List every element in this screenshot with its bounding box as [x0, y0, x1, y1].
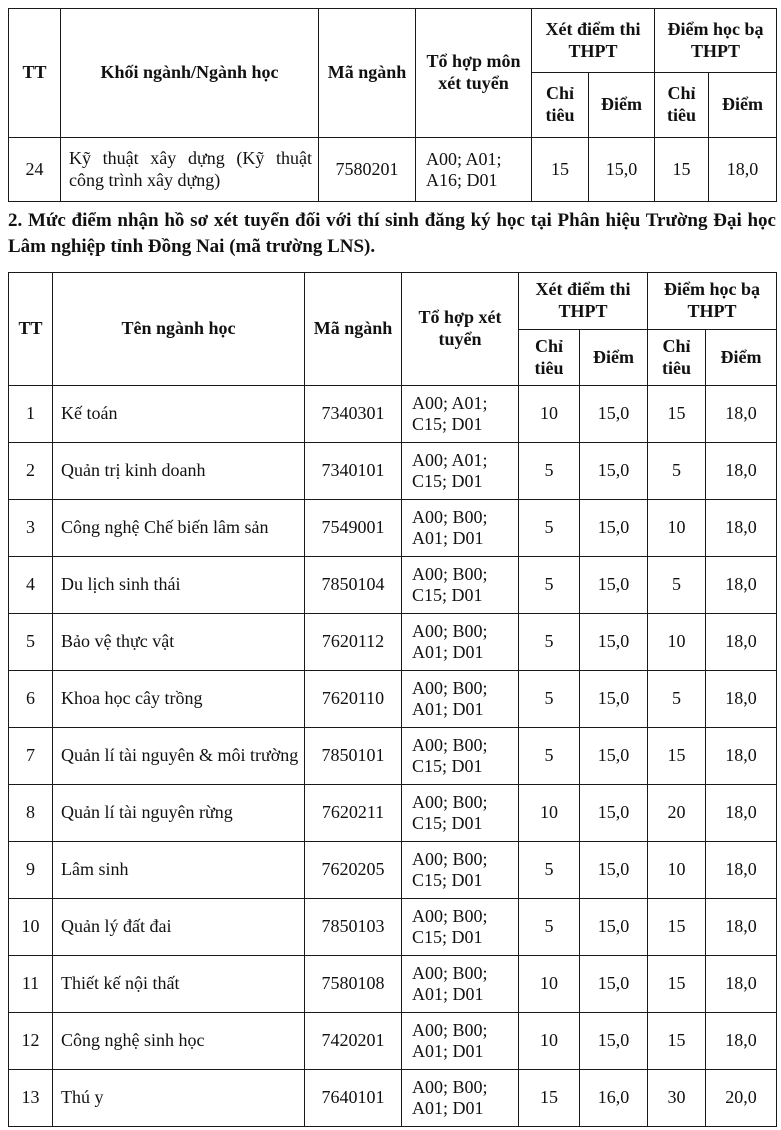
cell-thpt-score: 15,0: [580, 671, 648, 728]
cell-major-code: 7850103: [305, 899, 402, 956]
cell-transcript-score: 18,0: [706, 842, 777, 899]
header-subject-combo: Tổ hợp môn xét tuyển: [416, 9, 532, 138]
cell-major-name: Quản lý đất đai: [53, 899, 305, 956]
cell-major-code: 7549001: [305, 500, 402, 557]
cell-major-code: 7580201: [319, 138, 416, 202]
table-row: [9, 785, 777, 842]
cell-transcript-quota: 15: [648, 728, 706, 785]
cell-major-name: Thiết kế nội thất: [53, 956, 305, 1013]
cell-thpt-score: 15,0: [580, 500, 648, 557]
cell-transcript-score: 18,0: [706, 557, 777, 614]
cell-tt: 24: [9, 138, 61, 202]
cell-tt: 12: [9, 1013, 53, 1070]
cell-transcript-quota: 5: [648, 443, 706, 500]
cell-major-code: 7340301: [305, 386, 402, 443]
cell-thpt-score: 16,0: [580, 1070, 648, 1127]
header-score: Điểm: [589, 73, 655, 138]
cell-subject-combo: A00; B00; A01; D01: [402, 671, 519, 728]
cell-transcript-score: 18,0: [709, 138, 777, 202]
cell-major-name: Khoa học cây trồng: [53, 671, 305, 728]
table-row: [9, 1070, 777, 1127]
cell-transcript-score: 18,0: [706, 899, 777, 956]
header-transcript: Điểm học bạ THPT: [655, 9, 777, 73]
cell-transcript-score: 18,0: [706, 614, 777, 671]
cell-subject-combo: A00; B00; A01; D01: [402, 1070, 519, 1127]
cell-subject-combo: A00; B00; C15; D01: [402, 557, 519, 614]
cell-transcript-score: 18,0: [706, 956, 777, 1013]
cell-transcript-quota: 15: [648, 899, 706, 956]
cell-transcript-quota: 20: [648, 785, 706, 842]
cell-major-code: 7420201: [305, 1013, 402, 1070]
cell-subject-combo: A00; B00; C15; D01: [402, 842, 519, 899]
cell-tt: 6: [9, 671, 53, 728]
cell-thpt-score: 15,0: [580, 842, 648, 899]
cell-thpt-quota: 5: [519, 671, 580, 728]
header-subject-combo: Tổ hợp xét tuyển: [402, 273, 519, 386]
cell-subject-combo: A00; A01; A16; D01: [416, 138, 532, 202]
header-quota: Chỉ tiêu: [648, 330, 706, 386]
cell-tt: 13: [9, 1070, 53, 1127]
cell-transcript-quota: 5: [648, 671, 706, 728]
cell-subject-combo: A00; B00; A01; D01: [402, 956, 519, 1013]
cell-thpt-score: 15,0: [580, 956, 648, 1013]
cell-major-name: Kỹ thuật xây dựng (Kỹ thuật công trình xây dựng): [61, 138, 319, 202]
cell-tt: 4: [9, 557, 53, 614]
cell-thpt-quota: 10: [519, 785, 580, 842]
cell-transcript-quota: 10: [648, 500, 706, 557]
cell-thpt-quota: 10: [519, 386, 580, 443]
cell-subject-combo: A00; B00; A01; D01: [402, 1013, 519, 1070]
header-transcript: Điểm học bạ THPT: [648, 273, 777, 330]
cell-tt: 9: [9, 842, 53, 899]
cell-subject-combo: A00; B00; C15; D01: [402, 899, 519, 956]
cell-transcript-quota: 5: [648, 557, 706, 614]
cell-thpt-score: 15,0: [580, 557, 648, 614]
cell-transcript-quota: 10: [648, 614, 706, 671]
header-score: Điểm: [706, 330, 777, 386]
header-quota: Chỉ tiêu: [532, 73, 589, 138]
cell-major-code: 7850104: [305, 557, 402, 614]
cell-major-name: Du lịch sinh thái: [53, 557, 305, 614]
cell-tt: 5: [9, 614, 53, 671]
cell-transcript-score: 18,0: [706, 1013, 777, 1070]
table-row: [9, 1013, 777, 1070]
table-row: [9, 899, 777, 956]
header-tt: TT: [9, 273, 53, 386]
table-row: [9, 671, 777, 728]
header-major-code: Mã ngành: [319, 9, 416, 138]
cell-major-code: 7850101: [305, 728, 402, 785]
cell-major-code: 7620112: [305, 614, 402, 671]
section-heading: 2. Mức điểm nhận hồ sơ xét tuyển đối với thí sinh đăng ký học tại Phân hiệu Trường Đại học Lâm nghiệp tỉnh Đồng Nai (mã trường LNS).: [8, 210, 776, 257]
cell-subject-combo: A00; B00; C15; D01: [402, 785, 519, 842]
cell-thpt-score: 15,0: [580, 443, 648, 500]
cell-thpt-quota: 15: [532, 138, 589, 202]
cell-transcript-score: 18,0: [706, 443, 777, 500]
cell-major-name: Quản lí tài nguyên rừng: [53, 785, 305, 842]
cell-major-code: 7580108: [305, 956, 402, 1013]
cell-transcript-quota: 15: [648, 1013, 706, 1070]
header-quota: Chỉ tiêu: [655, 73, 709, 138]
cell-tt: 1: [9, 386, 53, 443]
cell-subject-combo: A00; B00; A01; D01: [402, 500, 519, 557]
cell-major-code: 7620205: [305, 842, 402, 899]
cell-transcript-score: 18,0: [706, 671, 777, 728]
cell-thpt-quota: 5: [519, 557, 580, 614]
cell-major-name: Công nghệ Chế biến lâm sản: [53, 500, 305, 557]
cell-transcript-quota: 15: [648, 386, 706, 443]
header-major-name: Khối ngành/Ngành học: [61, 9, 319, 138]
cell-tt: 10: [9, 899, 53, 956]
cell-major-name: Công nghệ sinh học: [53, 1013, 305, 1070]
cell-transcript-score: 20,0: [706, 1070, 777, 1127]
cell-major-code: 7620110: [305, 671, 402, 728]
cell-transcript-quota: 10: [648, 842, 706, 899]
header-tt: TT: [9, 9, 61, 138]
cell-transcript-score: 18,0: [706, 785, 777, 842]
cell-subject-combo: A00; B00; A01; D01: [402, 614, 519, 671]
table-row: [9, 138, 777, 202]
cell-thpt-quota: 5: [519, 443, 580, 500]
cell-subject-combo: A00; B00; C15; D01: [402, 728, 519, 785]
cell-thpt-quota: 5: [519, 899, 580, 956]
table-row: [9, 956, 777, 1013]
header-major-code: Mã ngành: [305, 273, 402, 386]
cell-transcript-score: 18,0: [706, 386, 777, 443]
header-score: Điểm: [709, 73, 777, 138]
cell-thpt-quota: 5: [519, 728, 580, 785]
cell-tt: 8: [9, 785, 53, 842]
cell-thpt-score: 15,0: [580, 1013, 648, 1070]
cell-thpt-score: 15,0: [580, 728, 648, 785]
table-row: [9, 614, 777, 671]
cell-major-name: Thú y: [53, 1070, 305, 1127]
cell-thpt-quota: 5: [519, 500, 580, 557]
cell-thpt-score: 15,0: [580, 386, 648, 443]
table-row: [9, 443, 777, 500]
cell-major-code: 7640101: [305, 1070, 402, 1127]
header-thpt-exam: Xét điểm thi THPT: [532, 9, 655, 73]
cell-thpt-quota: 10: [519, 1013, 580, 1070]
cell-tt: 2: [9, 443, 53, 500]
cell-subject-combo: A00; A01; C15; D01: [402, 386, 519, 443]
cell-major-name: Quản lí tài nguyên & môi trường: [53, 728, 305, 785]
table-row: [9, 728, 777, 785]
cell-thpt-score: 15,0: [580, 785, 648, 842]
table-row: [9, 386, 777, 443]
cell-transcript-quota: 30: [648, 1070, 706, 1127]
admission-table-continued: [8, 8, 777, 202]
cell-major-name: Bảo vệ thực vật: [53, 614, 305, 671]
cell-thpt-quota: 5: [519, 842, 580, 899]
cell-thpt-quota: 15: [519, 1070, 580, 1127]
cell-major-code: 7620211: [305, 785, 402, 842]
cell-major-name: Quản trị kinh doanh: [53, 443, 305, 500]
cell-transcript-quota: 15: [648, 956, 706, 1013]
header-major-name: Tên ngành học: [53, 273, 305, 386]
header-thpt-exam: Xét điểm thi THPT: [519, 273, 648, 330]
cell-major-code: 7340101: [305, 443, 402, 500]
cell-subject-combo: A00; A01; C15; D01: [402, 443, 519, 500]
cell-transcript-quota: 15: [655, 138, 709, 202]
cell-tt: 3: [9, 500, 53, 557]
admission-table-lns: [8, 272, 777, 1127]
cell-thpt-quota: 10: [519, 956, 580, 1013]
header-quota: Chỉ tiêu: [519, 330, 580, 386]
table-row: [9, 557, 777, 614]
cell-major-name: Kế toán: [53, 386, 305, 443]
table-row: [9, 842, 777, 899]
cell-thpt-score: 15,0: [580, 899, 648, 956]
cell-tt: 7: [9, 728, 53, 785]
header-score: Điểm: [580, 330, 648, 386]
cell-thpt-score: 15,0: [580, 614, 648, 671]
table-row: [9, 500, 777, 557]
cell-major-name: Lâm sinh: [53, 842, 305, 899]
cell-transcript-score: 18,0: [706, 728, 777, 785]
cell-thpt-score: 15,0: [589, 138, 655, 202]
cell-tt: 11: [9, 956, 53, 1013]
cell-thpt-quota: 5: [519, 614, 580, 671]
cell-transcript-score: 18,0: [706, 500, 777, 557]
